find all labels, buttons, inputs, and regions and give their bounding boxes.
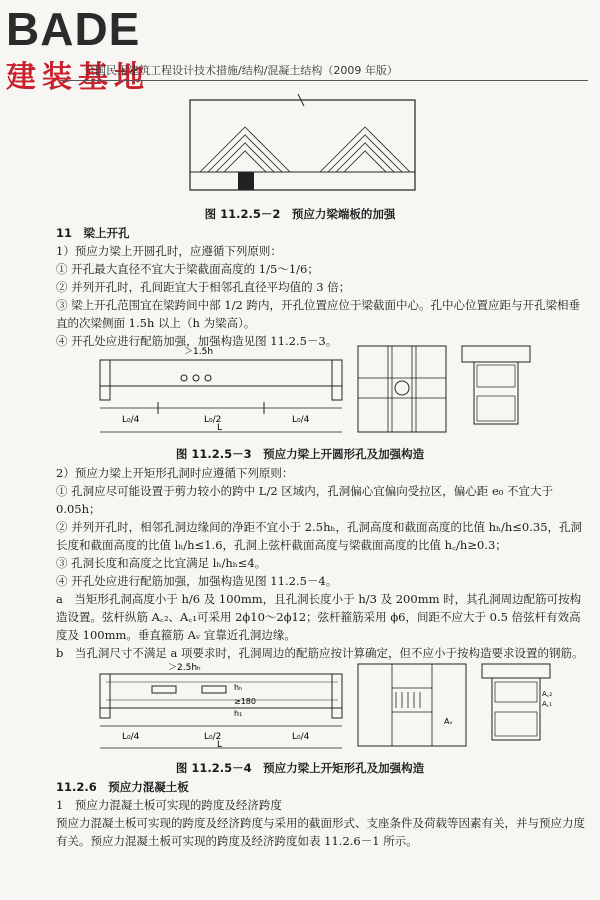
para-2-2: ② 并列开孔时，相邻孔洞边缘间的净距不宜小于 2.5hₕ，孔洞高度和截面高度的比值 hₕ/h≤0.35，孔洞长度和截面高度的比值 lₕ/h≤1.6，孔洞上弦杆截面高度与梁截面高度的比值 h꜀/h≥0.3； xyxy=(56,520,583,552)
figure-end-plate-reinforcement xyxy=(180,92,430,200)
figure-round-hole xyxy=(92,338,592,440)
fig3-h1-label: hₕ xyxy=(234,683,243,692)
fig2-gap-label: ＞1.5h xyxy=(184,347,214,357)
running-title: 全国民用建筑工程设计技术措施/结构/混凝土结构（2009 年版） xyxy=(84,64,398,77)
para-2-1: ① 孔洞应尽可能设置于剪力较小的跨中 L/2 区域内，孔洞偏心宜偏向受拉区，偏心距 e₀ 不宜大于 0.05h； xyxy=(56,484,554,516)
para-b: b 当孔洞尺寸不满足 a 项要求时，孔洞周边的配筋应按计算确定，但不应小于按构造要求设置的钢筋。 xyxy=(56,646,584,660)
para-q1: 1 预应力混凝土板可实现的跨度及经济跨度 xyxy=(56,798,282,812)
logo: BADE xyxy=(6,3,141,55)
para-2: 2）预应力梁上开矩形孔洞时应遵循下列原则： xyxy=(56,466,294,480)
fig3-h2-label: h₁ xyxy=(234,709,243,718)
para-2-4: ④ 开孔处应进行配筋加强，加强构造见图 11.2.5－4。 xyxy=(56,574,338,588)
text-block-2 xyxy=(56,464,590,662)
fig3-gap-label: ＞2.5hₕ xyxy=(168,663,201,673)
fig2-L-label: L xyxy=(217,423,223,433)
para-2-3: ③ 孔洞长度和高度之比宜满足 lₕ/hₕ≤4。 xyxy=(56,556,267,570)
fig2-l2-label: L₀/2 xyxy=(204,415,222,425)
section-11-2-6-title: 11.2.6 预应力混凝土板 xyxy=(56,780,189,794)
para-1: 1）预应力梁上开圆孔时，应遵循下列原则： xyxy=(56,244,282,258)
figure-rect-hole xyxy=(92,660,592,754)
fig3-l2-label: L₀/2 xyxy=(204,732,222,742)
para-1-2: ② 并列开孔时，孔间距宜大于相邻孔直径平均值的 3 倍； xyxy=(56,280,351,294)
figure-1-caption: 图 11.2.5－2 预应力梁端板的加强 xyxy=(204,207,396,221)
fig3-av-label: Aᵥ xyxy=(444,717,453,726)
header-rule xyxy=(60,80,588,81)
figure-2-caption: 图 11.2.5－3 预应力梁上开圆形孔及加强构造 xyxy=(175,447,425,461)
fig3-l4b-label: L₀/4 xyxy=(292,732,310,742)
text-block-1 xyxy=(56,224,590,350)
fig3-d-label: ≥180 xyxy=(234,697,256,706)
fig2-l4a-label: L₀/4 xyxy=(122,415,140,425)
fig3-l4a-label: L₀/4 xyxy=(122,732,140,742)
logo-subtitle: 建装基地 xyxy=(6,60,150,95)
para-q1-text: 预应力混凝土板可实现的跨度及经济跨度与采用的截面形式、支座条件及荷载等因素有关，并与预应力度有关。预应力混凝土板可实现的跨度及经济跨度如表 11.2.6－1 所示。 xyxy=(56,816,585,848)
para-1-4: ④ 开孔处应进行配筋加强，加强构造见图 11.2.5－3。 xyxy=(56,334,338,348)
section-11-title: 11 梁上开孔 xyxy=(56,226,130,240)
para-1-3: ③ 梁上开孔范围宜在梁跨间中部 1/2 跨内，开孔位置应位于梁截面中心。孔中心位置应距与开孔梁相垂直的次梁侧面 1.5h 以上（h 为梁高）。 xyxy=(56,298,580,330)
para-a: a 当矩形孔洞高度小于 h/6 及 100mm，且孔洞长度小于 h/3 及 200mm 时，其孔洞周边配筋可按构造设置。弦杆纵筋 A꜀₂、A꜀₁可采用 2ϕ10～2ϕ12；弦杆箍筋采用 ϕ6，间距不应大于 0.5 倍弦杆有效高度及 100mm。垂直箍筋 Aᵥ 宜靠近孔洞边缘。 xyxy=(56,592,582,642)
fig3-ac1-label: A꜀₁ xyxy=(542,700,553,708)
para-1-1: ① 开孔最大直径不宜大于梁截面高度的 1/5～1/6； xyxy=(56,262,319,276)
fig3-ac2-label: A꜀₂ xyxy=(542,690,553,698)
text-block-3 xyxy=(56,778,590,850)
fig2-l4b-label: L₀/4 xyxy=(292,415,310,425)
figure-3-caption: 图 11.2.5－4 预应力梁上开矩形孔及加强构造 xyxy=(175,761,425,775)
fig3-L-label: L xyxy=(217,740,223,750)
